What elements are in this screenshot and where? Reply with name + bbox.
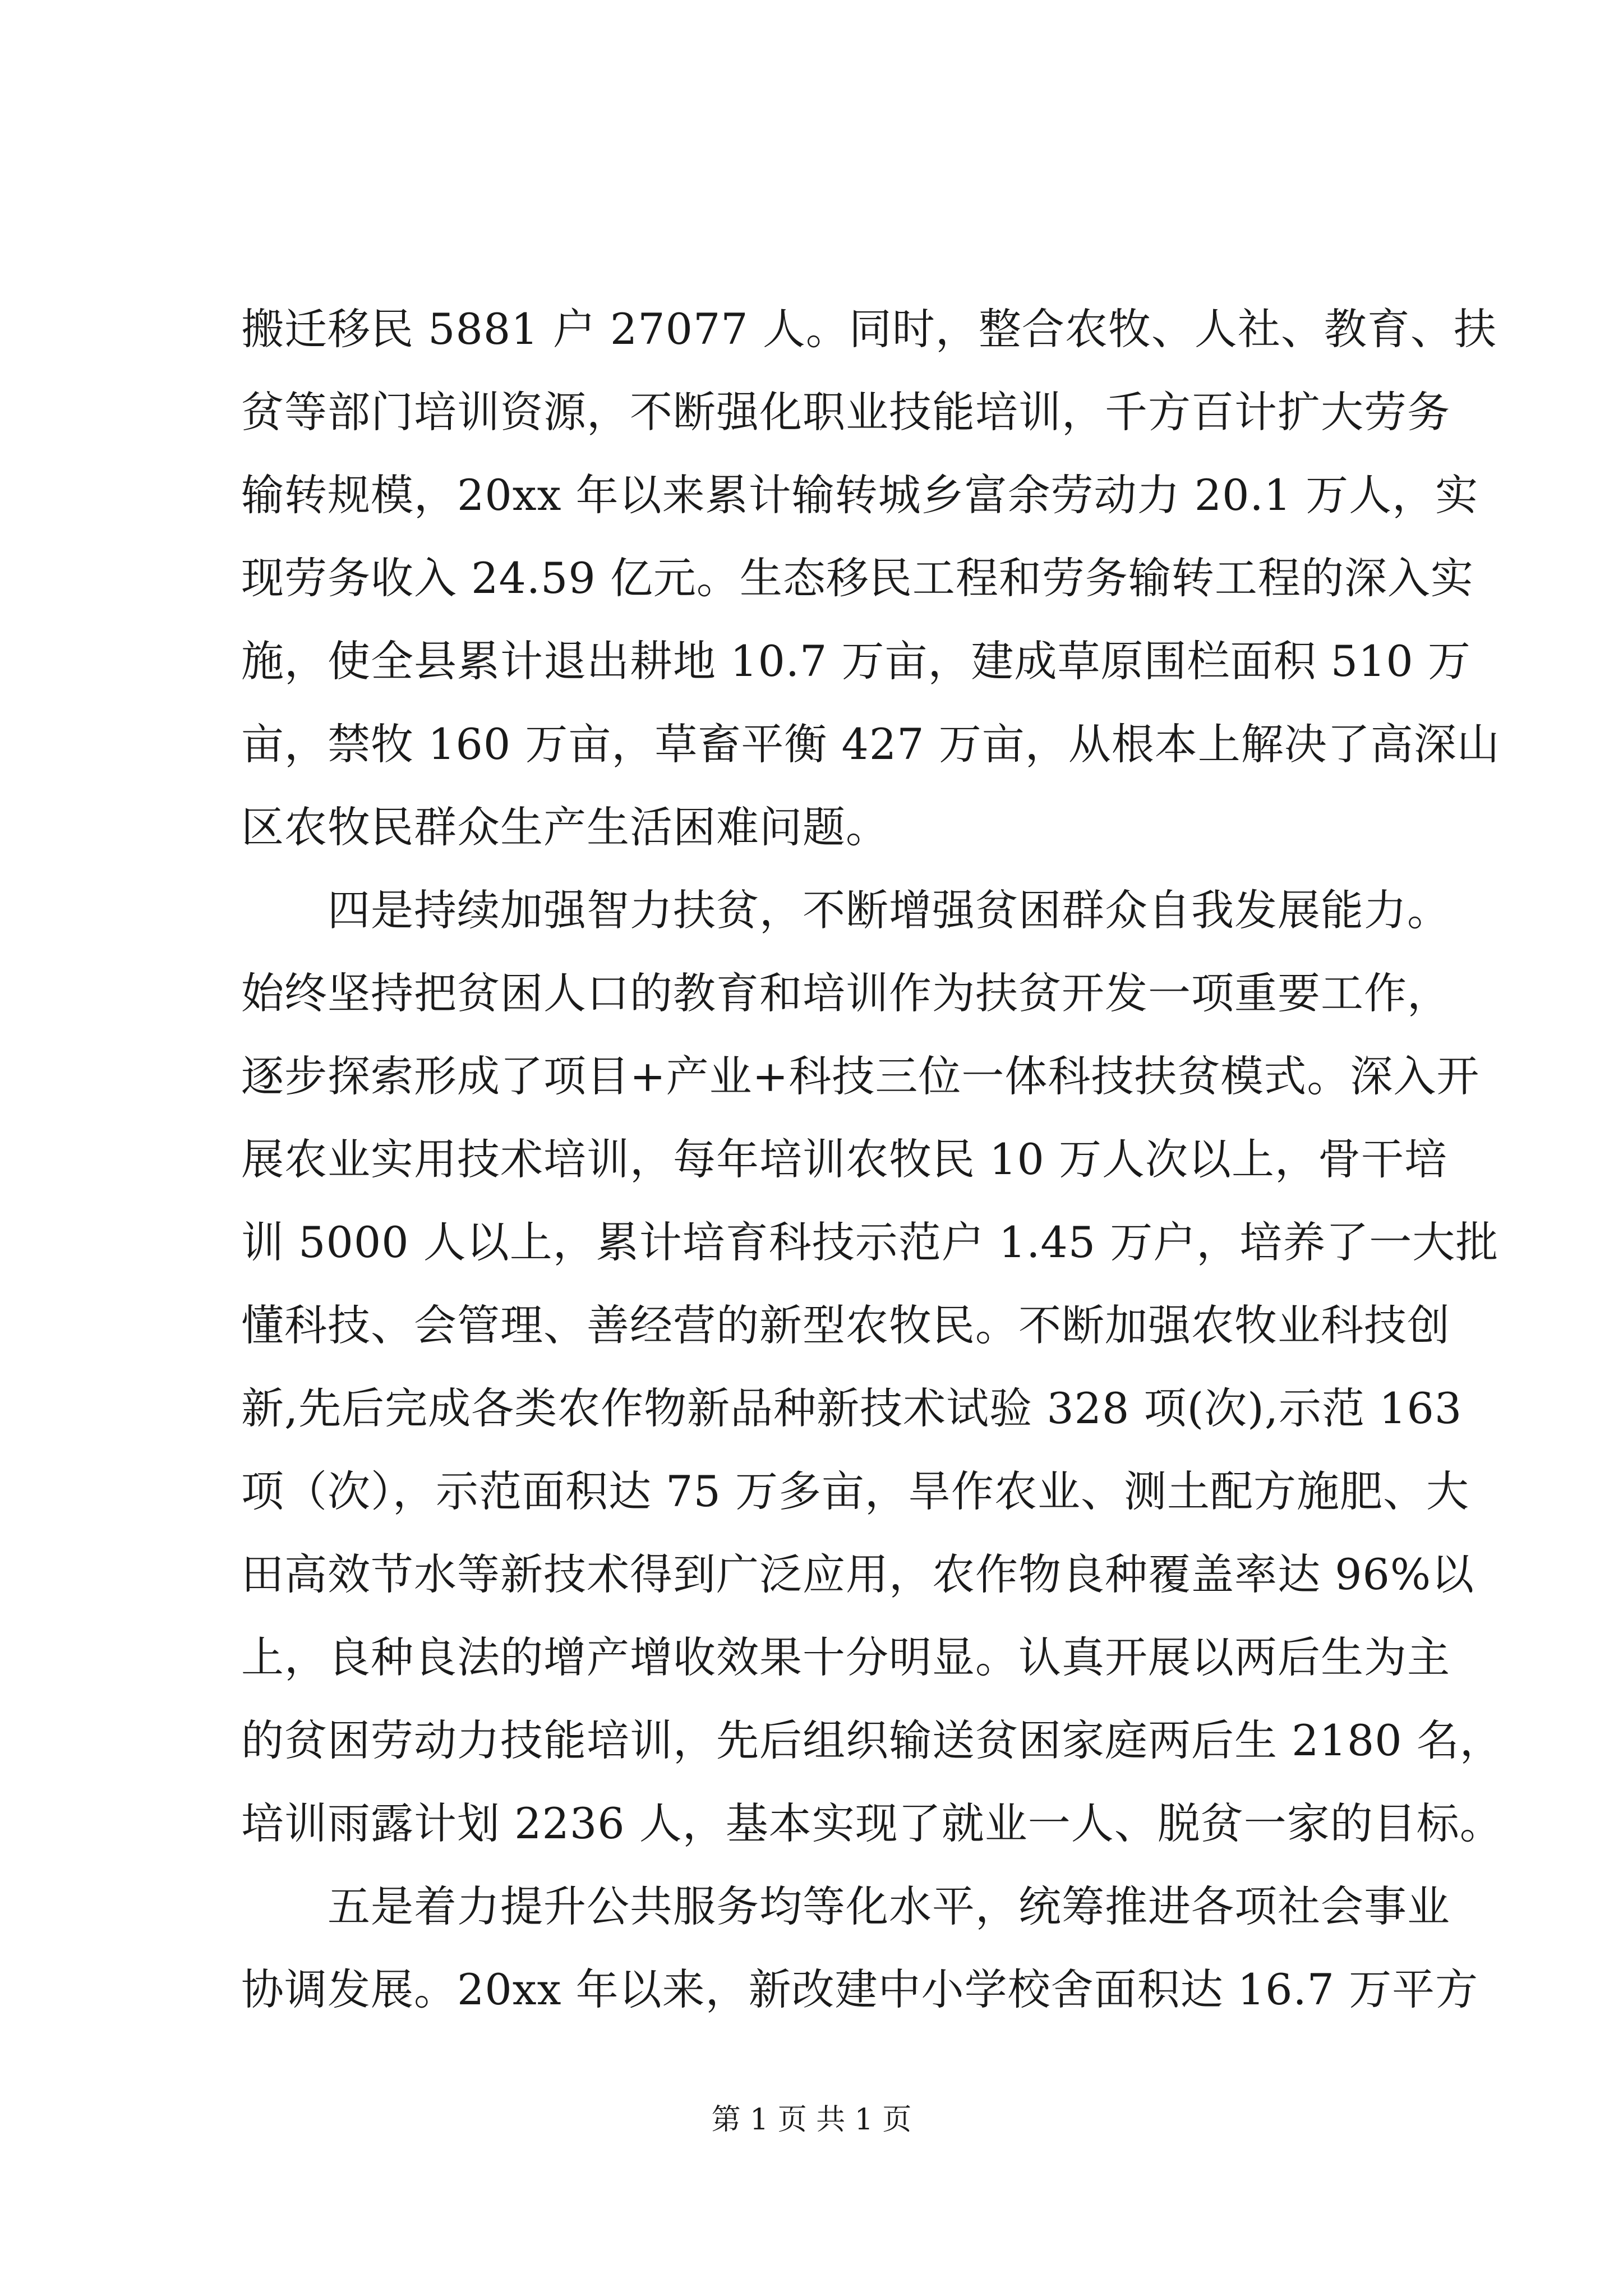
text-line: 田高效节水等新技术得到广泛应用，农作物良种覆盖率达 96%以 — [241, 1549, 1475, 1599]
text-line: 五是着力提升公共服务均等化水平，统筹推进各项社会事业 — [241, 1881, 1450, 1931]
text-line: 懂科技、会管理、善经营的新型农牧民。不断加强农牧业科技创 — [241, 1300, 1450, 1350]
text-line: 的贫困劳动力技能培训，先后组织输送贫困家庭两后生 2180 名， — [241, 1715, 1503, 1765]
text-line: 区农牧民群众生产生活困难问题。 — [241, 802, 889, 852]
text-line: 逐步探索形成了项目+产业+科技三位一体科技扶贫模式。深入开 — [241, 1051, 1480, 1101]
text-line: 协调发展。20xx 年以来，新改建中小学校舍面积达 16.7 万平方 — [241, 1964, 1479, 2014]
text-line: 新,先后完成各类农作物新品种新技术试验 328 项(次),示范 163 — [241, 1383, 1463, 1433]
text-line: 现劳务收入 24.59 亿元。生态移民工程和劳务输转工程的深入实 — [241, 553, 1474, 603]
text-line: 输转规模，20xx 年以来累计输转城乡富余劳动力 20.1 万人，实 — [241, 470, 1479, 520]
text-line: 四是持续加强智力扶贫，不断增强贫困群众自我发展能力。 — [241, 885, 1450, 935]
text-line: 培训雨露计划 2236 人，基本实现了就业一人、脱贫一家的目标。 — [241, 1798, 1503, 1848]
text-line: 展农业实用技术培训，每年培训农牧民 10 万人次以上，骨干培 — [241, 1134, 1448, 1184]
text-line: 项（次），示范面积达 75 万多亩，旱作农业、测土配方施肥、大 — [241, 1466, 1470, 1516]
text-line: 贫等部门培训资源，不断强化职业技能培训，千方百计扩大劳务 — [241, 387, 1450, 437]
text-line: 训 5000 人以上，累计培育科技示范户 1.45 万户，培养了一大批 — [241, 1217, 1499, 1267]
text-line: 施，使全县累计退出耕地 10.7 万亩，建成草原围栏面积 510 万 — [241, 636, 1471, 686]
text-line: 始终坚持把贫困人口的教育和培训作为扶贫开发一项重要工作， — [241, 968, 1450, 1018]
text-line: 亩，禁牧 160 万亩，草畜平衡 427 万亩，从根本上解决了高深山 — [241, 719, 1500, 769]
text-line: 搬迁移民 5881 户 27077 人。同时，整合农牧、人社、教育、扶 — [241, 304, 1497, 354]
page-footer: 第 1 页 共 1 页 — [711, 2103, 912, 2137]
text-line: 上，良种良法的增产增收效果十分明显。认真开展以两后生为主 — [241, 1632, 1450, 1682]
